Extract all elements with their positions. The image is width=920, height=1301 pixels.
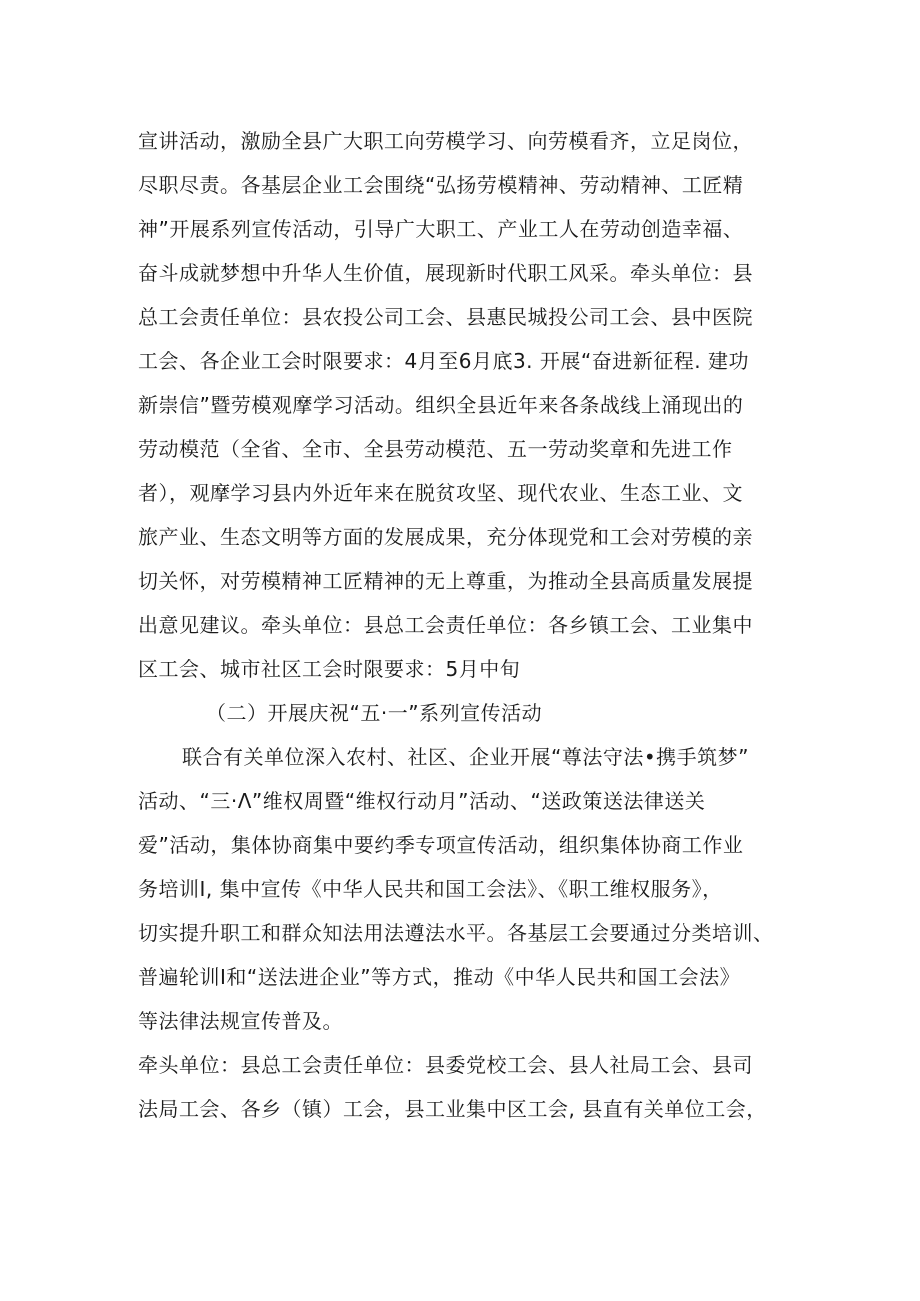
- paragraph-1-line-3: 神”开展系列宣传活动，引导广大职工、产业工人在劳动创造幸福、: [138, 217, 744, 241]
- paragraph-1-line-8: 劳动模范（全省、全市、全县劳动模范、五一劳动奖章和先进工作: [138, 437, 733, 461]
- paragraph-1-line-7: 新崇信”暨劳模观摩学习活动。组织全县近年来各条战线上涌现出的: [138, 393, 744, 417]
- paragraph-1-line-13: 区工会、城市社区工会时限要求：5月中旬: [138, 657, 521, 681]
- paragraph-1-line-6: 工会、各企业工会时限要求：4月至6月底3. 开展“奋进新征程. 建功: [138, 349, 749, 373]
- paragraph-1-line-9: 者），观摩学习县内外近年来在脱贫攻坚、现代农业、生态工业、文: [138, 481, 743, 505]
- section-heading: （二）开展庆祝“五·一”系列宣传活动: [206, 701, 543, 725]
- paragraph-3-line-2: 法局工会、各乡（镇）工会，县工业集中区工会, 县直有关单位工会，: [138, 1097, 767, 1121]
- paragraph-1-line-5: 总工会责任单位：县农投公司工会、县惠民城投公司工会、县中医院: [138, 305, 753, 329]
- paragraph-1-line-1: 宣讲活动，激励全县广大职工向劳模学习、向劳模看齐，立足岗位，: [138, 129, 753, 153]
- paragraph-2-line-3: 爱”活动，集体协商集中要约季专项宣传活动，组织集体协商工作业: [138, 833, 744, 857]
- paragraph-2-line-7: 等法律法规宣传普及。: [138, 1009, 343, 1033]
- paragraph-2-line-1: 联合有关单位深入农村、社区、企业开展“尊法守法•携手筑梦”: [182, 745, 750, 769]
- paragraph-1-line-2: 尽职尽责。各基层企业工会围绕“弘扬劳模精神、劳动精神、工匠精: [138, 173, 744, 197]
- paragraph-2-line-6: 普遍轮训I和“送法进企业”等方式，推动《中华人民共和国工会法》: [138, 965, 741, 989]
- paragraph-2-line-2: 活动、“三·Λ”维权周暨“维权行动月”活动、“送政策送法律送关: [138, 789, 706, 813]
- paragraph-3-line-1: 牵头单位：县总工会责任单位：县委党校工会、县人社局工会、县司: [138, 1053, 753, 1077]
- paragraph-1-line-4: 奋斗成就梦想中升华人生价值，展现新时代职工风采。牵头单位：县: [138, 261, 753, 285]
- paragraph-1-line-12: 出意见建议。牵头单位：县总工会责任单位：各乡镇工会、工业集中: [138, 613, 753, 637]
- paragraph-1-line-10: 旅产业、生态文明等方面的发展成果，充分体现党和工会对劳模的亲: [138, 525, 753, 549]
- paragraph-2-line-5: 切实提升职工和群众知法用法遵法水平。各基层工会要通过分类培训、: [138, 921, 774, 945]
- paragraph-2-line-4: 务培训I, 集中宣传《中华人民共和国工会法》、《职工维权服务》，: [138, 877, 723, 901]
- paragraph-1-line-11: 切关怀，对劳模精神工匠精神的无上尊重，为推动全县高质量发展提: [138, 569, 753, 593]
